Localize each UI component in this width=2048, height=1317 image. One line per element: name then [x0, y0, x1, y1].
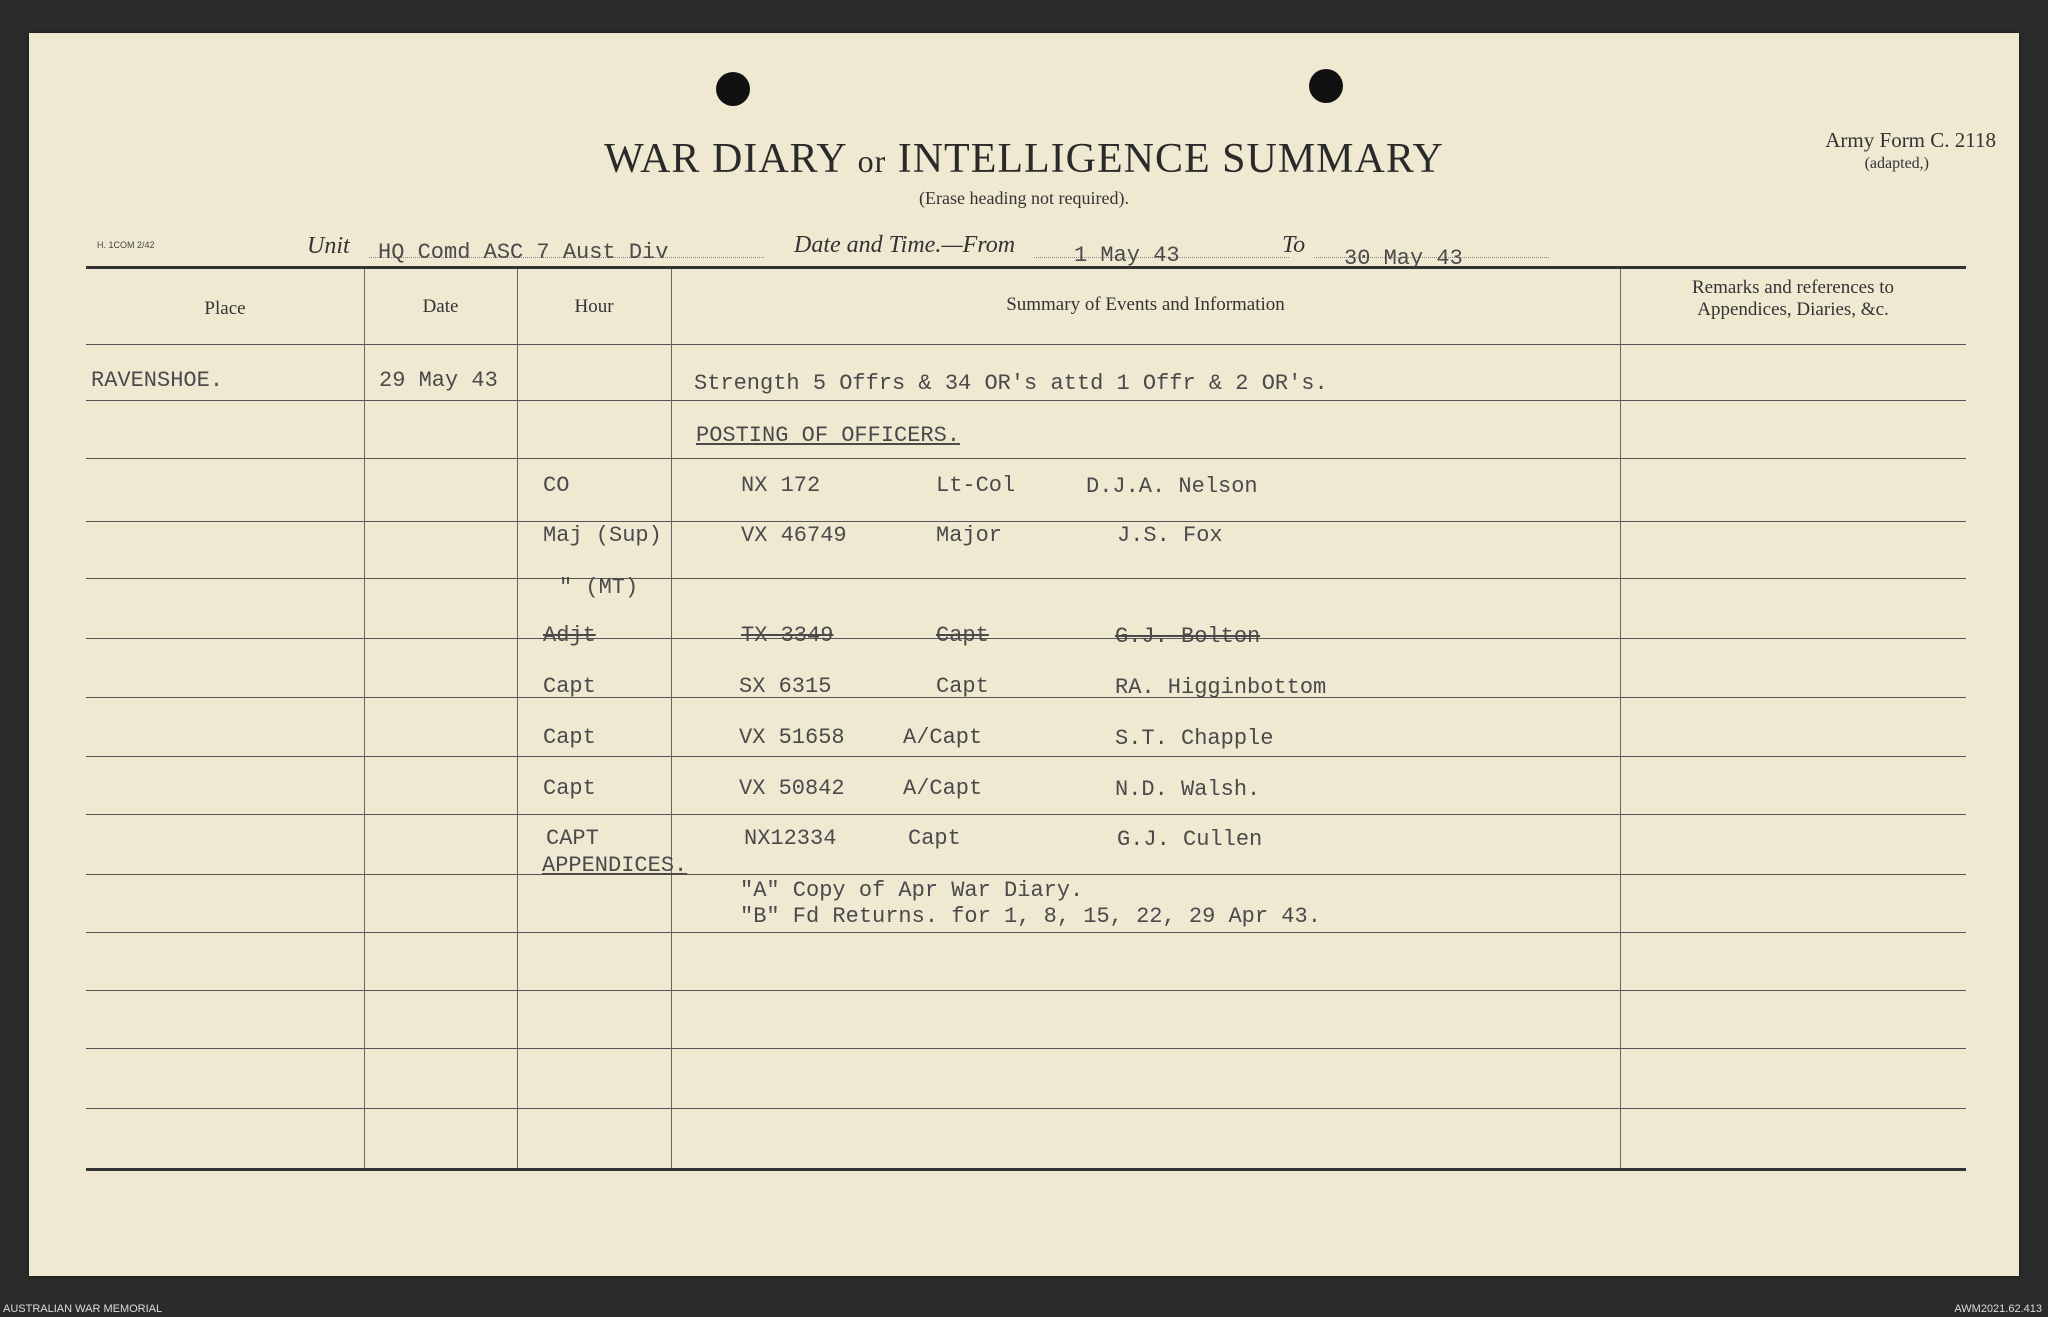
to-label: To: [1282, 232, 1306, 258]
punch-hole-right: [1309, 69, 1343, 103]
officer-rank: A/Capt: [903, 776, 983, 801]
officer-number: VX 50842: [739, 776, 845, 801]
date-to: 30 May 43: [1344, 246, 1463, 271]
column-remarks: [1620, 277, 1966, 321]
row-rule-11: [86, 932, 1966, 933]
row-rule-9: [86, 814, 1966, 815]
punch-hole-left: [716, 72, 750, 106]
date-entry: 29 May 43: [379, 368, 498, 393]
officer-rank: Capt: [936, 623, 989, 648]
row-rule-4: [86, 521, 1966, 522]
row-rule-3: [86, 458, 1966, 459]
unit-label: Unit: [307, 233, 350, 259]
column-remarks-line-1: Remarks and references to: [1691, 277, 1895, 298]
officer-number: TX 3349: [741, 623, 834, 648]
table-bottom-rule: [86, 1168, 1966, 1171]
officer-role: Capt: [543, 725, 596, 750]
column-date: Date: [422, 296, 459, 317]
officer-number: SX 6315: [739, 674, 832, 699]
officer-rank: Capt: [936, 674, 989, 699]
officer-rank: Capt: [908, 826, 961, 851]
officer-number: VX 46749: [741, 523, 847, 548]
col-rule-hour-summary: [671, 269, 672, 1168]
row-rule-12: [86, 990, 1966, 991]
column-hour: Hour: [574, 296, 614, 317]
row-rule-10: [86, 874, 1966, 875]
date-from: 1 May 43: [1074, 243, 1180, 268]
title-intelligence-summary: INTELLIGENCE SUMMARY: [897, 136, 1444, 182]
officer-name: RA. Higginbottom: [1115, 675, 1327, 700]
officer-role: Adjt: [543, 623, 596, 648]
officer-role: " (MT): [559, 575, 639, 600]
appendices-heading: APPENDICES.: [542, 853, 688, 878]
row-rule-13: [86, 1048, 1966, 1049]
officer-role: CAPT: [546, 826, 599, 851]
row-rule-8: [86, 756, 1966, 757]
officer-name: D.J.A. Nelson: [1086, 474, 1258, 499]
footer-archive-label: AUSTRALIAN WAR MEMORIAL: [3, 1303, 163, 1315]
officer-name: G.J. Cullen: [1117, 827, 1263, 852]
officer-role: Capt: [543, 776, 596, 801]
officer-number: NX 172: [741, 473, 821, 498]
date-label: Date and Time.—From: [794, 232, 1016, 258]
unit-value: HQ Comd ASC 7 Aust Div: [378, 240, 669, 265]
officer-role: CO: [543, 473, 570, 498]
appendix-a: "A" Copy of Apr War Diary.: [740, 878, 1084, 903]
war-diary-sheet: [29, 33, 2019, 1276]
col-rule-place-date: [364, 269, 365, 1168]
officer-number: VX 51658: [739, 725, 845, 750]
row-rule-6: [86, 638, 1966, 639]
officer-role: Maj (Sup): [543, 523, 662, 548]
officer-name: G.J. Bolton: [1115, 624, 1261, 649]
officer-name: S.T. Chapple: [1115, 726, 1274, 751]
subtitle: (Erase heading not required).: [919, 188, 1129, 208]
column-place: Place: [204, 298, 246, 319]
row-rule-5: [86, 578, 1966, 579]
row-rule-1: [86, 344, 1966, 345]
officer-name: N.D. Walsh.: [1115, 777, 1261, 802]
officer-name: J.S. Fox: [1117, 523, 1223, 548]
officer-rank: Major: [936, 523, 1003, 548]
table-top-rule: [86, 266, 1966, 269]
column-summary: Summary of Events and Information: [1006, 294, 1285, 315]
column-remarks-line-2: Appendices, Diaries, &c.: [1697, 299, 1889, 320]
officer-rank: A/Capt: [903, 725, 983, 750]
posting-heading: POSTING OF OFFICERS.: [696, 423, 961, 448]
row-rule-2: [86, 400, 1966, 401]
col-rule-summary-remarks: [1620, 269, 1621, 1168]
form-adapted: (adapted,): [1864, 155, 1929, 172]
col-rule-date-hour: [517, 269, 518, 1168]
title-or: or: [857, 143, 887, 179]
form-number: Army Form C. 2118: [1825, 128, 1996, 152]
title-war-diary: WAR DIARY: [604, 136, 847, 182]
footer-reference: AWM2021.62.413: [1954, 1303, 2042, 1315]
officer-number: NX12334: [744, 826, 837, 851]
strength-entry: Strength 5 Offrs & 34 OR's attd 1 Offr & 2 OR's.: [694, 371, 1328, 396]
place-entry: RAVENSHOE.: [91, 368, 224, 393]
row-rule-7: [86, 697, 1966, 698]
page-title: [29, 135, 2019, 183]
appendix-b: "B" Fd Returns. for 1, 8, 15, 22, 29 Apr 43.: [740, 904, 1321, 929]
form-code: H. 1COM 2/42: [97, 240, 155, 250]
officer-rank: Lt-Col: [936, 473, 1016, 498]
officer-role: Capt: [543, 674, 596, 699]
row-rule-14: [86, 1108, 1966, 1109]
